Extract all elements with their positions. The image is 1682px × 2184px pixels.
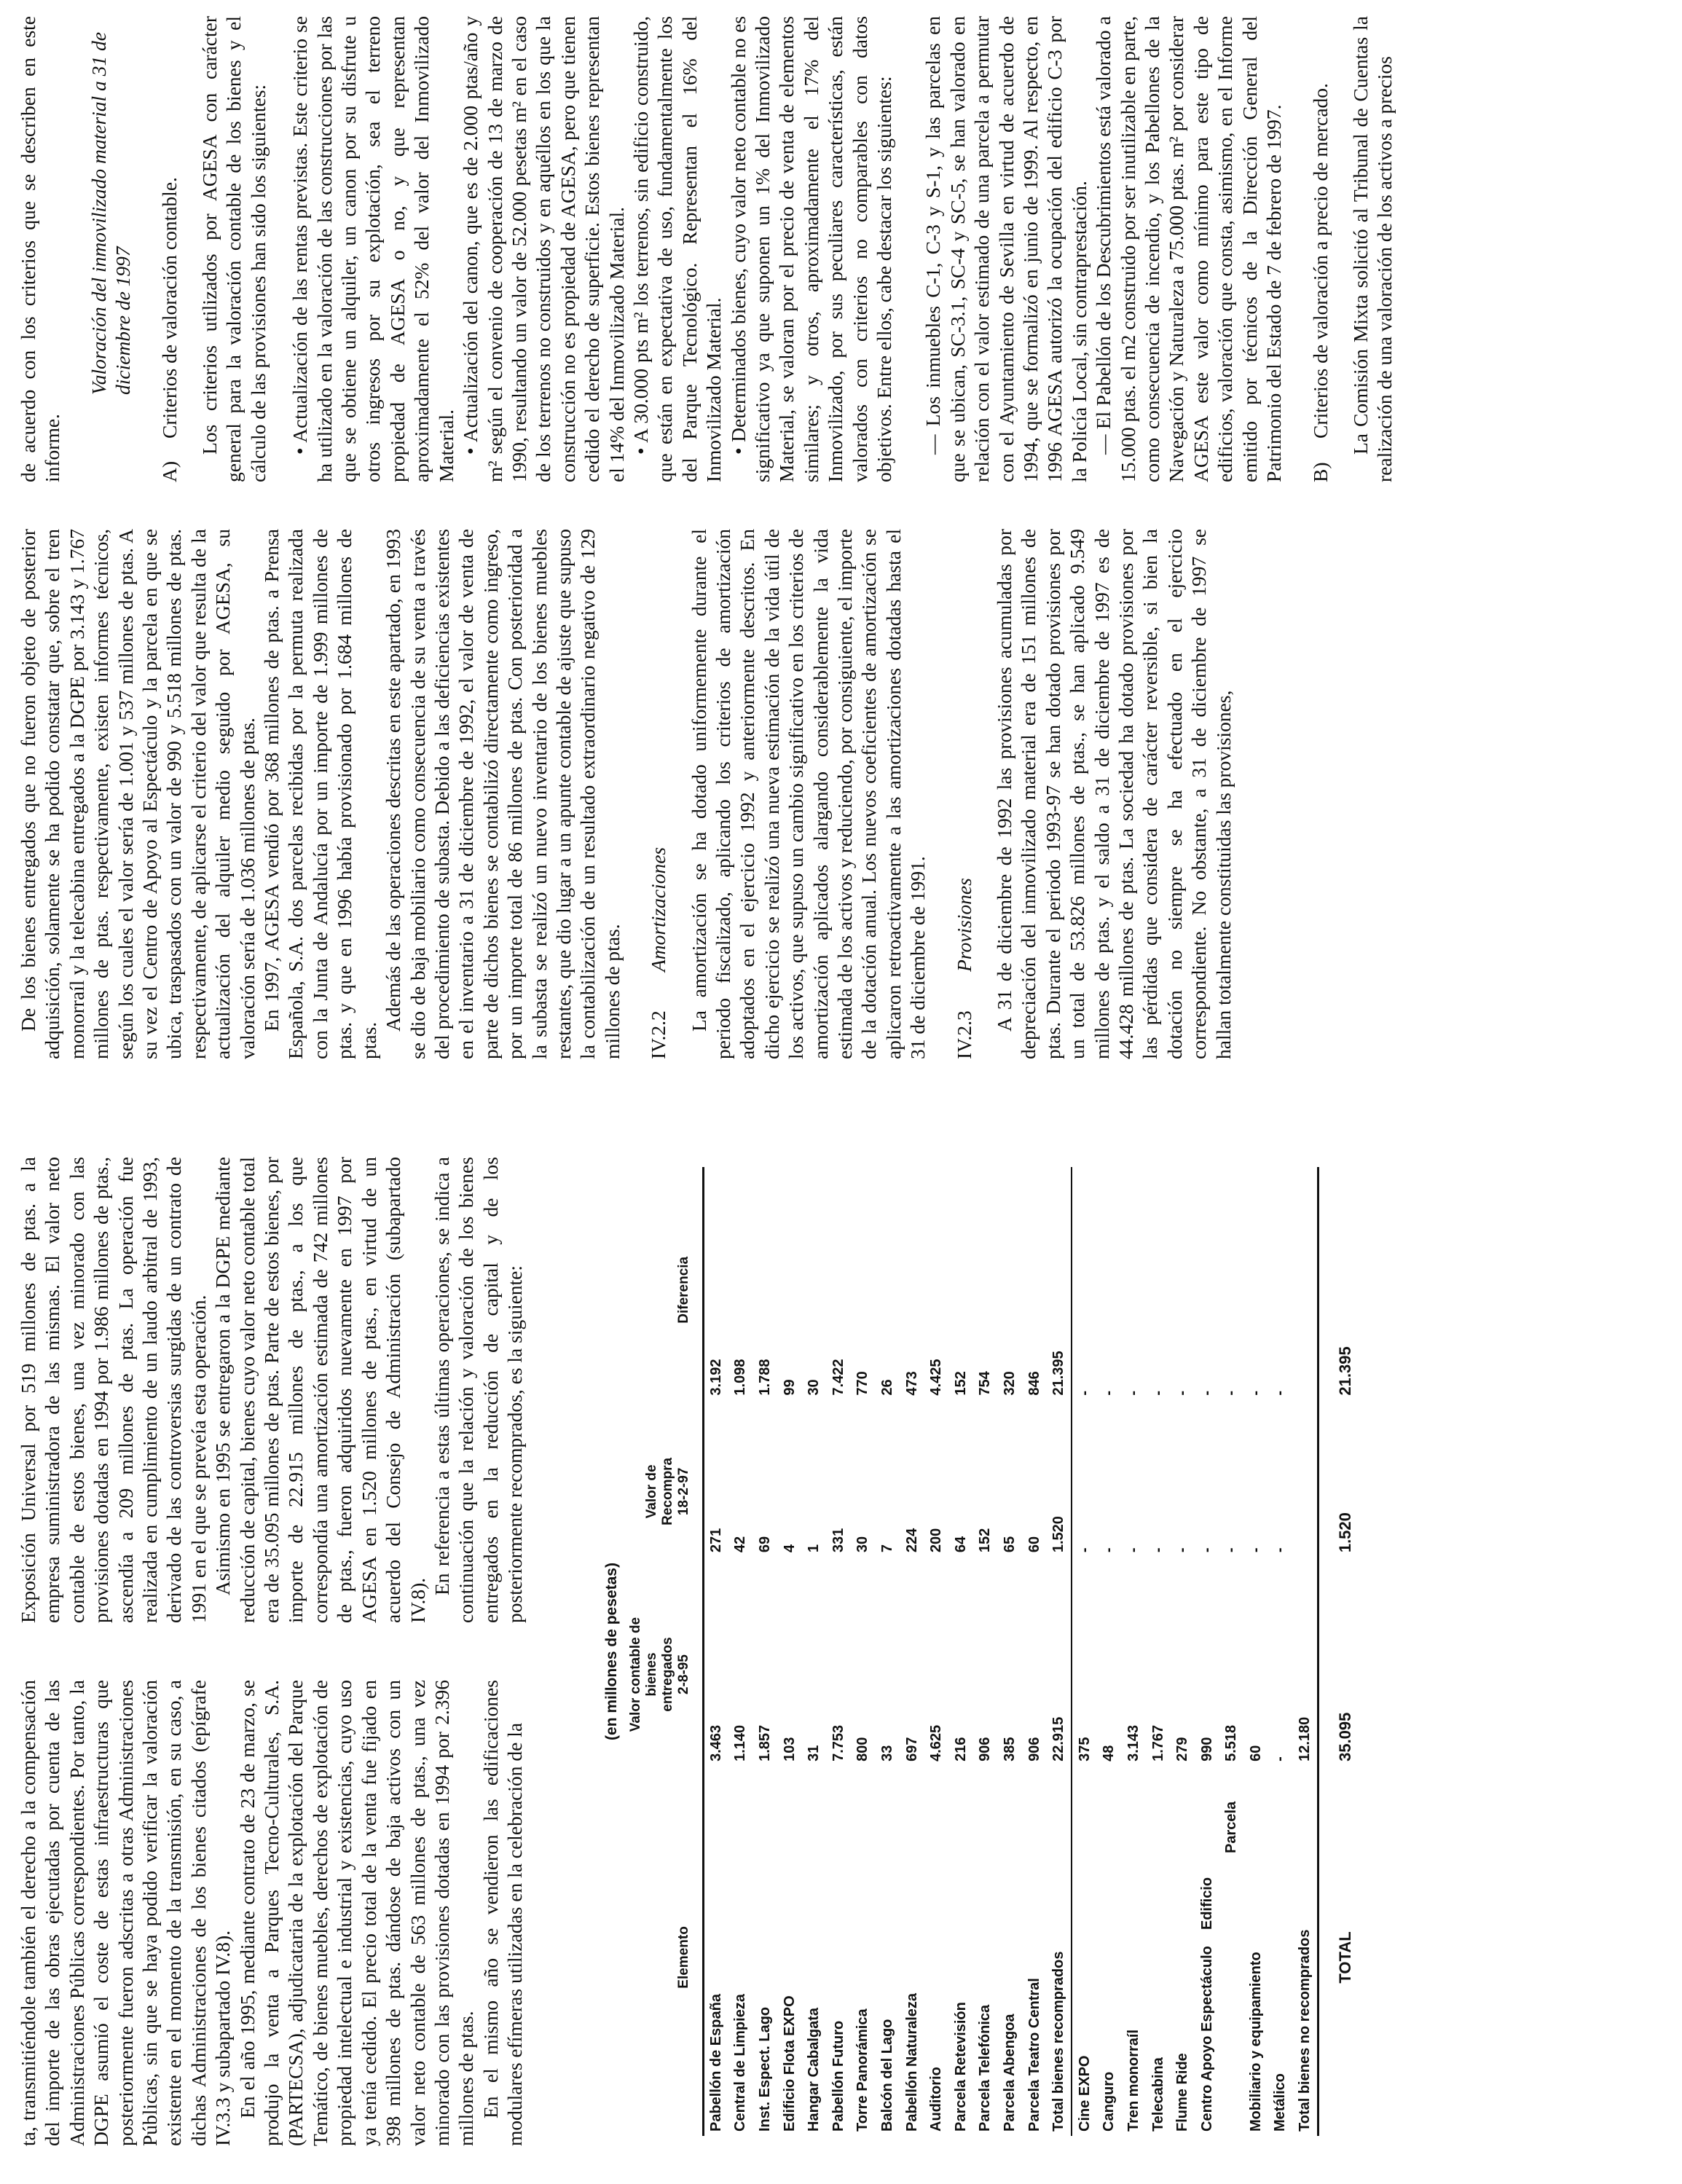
right-column bbox=[0, 9, 1682, 490]
cell-difference: - bbox=[1072, 1167, 1097, 1413]
table-row bbox=[1072, 1167, 1097, 2136]
cell-difference: 473 bbox=[903, 1371, 920, 1396]
cell-book-value: 12.180 bbox=[1297, 1716, 1313, 1761]
subheading-b bbox=[1308, 16, 1332, 482]
table-row bbox=[753, 1167, 778, 2136]
dash-paragraph: — Los inmuebles C-1, C-3 y S-1, y las parcelas en que se ubican, SC-3.1, SC-4 y SC-5, se han valorado en relación con el valor estimado de una parcela a permutar con el Ayuntamiento de Sevilla en virtud de acuerdo de 1994, que se formalizó en junio de 1999. Al respecto, en 1996 AGESA autorizó la ocupación del edificio C-3 por la Policía Local, sin contraprestación. bbox=[921, 16, 1090, 482]
section-title: Valoración del inmovilizado material a 31 de diciembre de 1997 bbox=[87, 31, 135, 395]
paragraph: ta, transmitiéndole también el derecho a la compensación del importe de las obras ejecutadas por cuenta de las Administraciones Públicas correspondientes. Por tanto, la DGPE asumió el coste de estas infraestructuras que posteriormente fueron adscritas a otras Administraciones Públicas, sin que se haya podido verificar la valoración existente en el momento de la transmisión, en su caso, a dichas Administraciones de los bienes citados (epígrafe IV.3.3 y subapartado IV.8). bbox=[17, 1680, 235, 2146]
table-row bbox=[703, 1167, 728, 2136]
cell-book-value: 31 bbox=[806, 1745, 822, 1761]
cell-repurchase: 65 bbox=[1001, 1536, 1018, 1553]
cell-repurchase: - bbox=[1174, 1547, 1191, 1553]
table-row bbox=[777, 1167, 802, 2136]
paragraph: Exposición Universal por 519 millones de ptas. a la empresa suministradora de las mismas. El valor neto contable de estos bienes, una vez minorado con las provisiones dotadas en 1994 por 1.986 millones de ptas., ascendía a 209 millones de ptas. La operación fue realizada en cumplimiento de un laudo arbitral de 1993, derivado de las controversias surgidas de un contrato de 1991 en el que se preveía esta operación. bbox=[17, 1157, 210, 1623]
element-name: Metálico bbox=[1272, 2073, 1289, 2132]
cell-difference: 770 bbox=[854, 1371, 871, 1396]
paragraph: De los bienes entregados que no fueron objeto de posterior adquisición, solamente se ha podido constatar que, sobre el tren monorraíl y la telecabina entregados a la DGPE por 3.143 y 1.767 millones de ptas. respectivamente, existen informes técnicos, según los cuales el valor sería de 1.001 y 537 millones de ptas. A su vez el Centro de Apoyo al Espectáculo y la parcela en que se ubica, traspasados con un valor de 990 y 5.518 millones de ptas. respectivamente, de aplicarse el criterio del valor que resulta de la actualización del alquiler medio seguido por AGESA, su valoración sería de 1.036 millones de ptas. bbox=[17, 529, 259, 1059]
cell-book-value: 48 bbox=[1101, 1745, 1117, 1761]
table-row bbox=[802, 1167, 827, 2136]
cell-repurchase: - bbox=[1272, 1547, 1289, 1553]
cell-difference: - bbox=[1223, 1390, 1240, 1396]
header-difference: Diferencia bbox=[621, 1167, 704, 1413]
table-row bbox=[973, 1167, 998, 2136]
element-name: Parcela Teatro Central bbox=[1026, 1978, 1042, 2132]
cell-repurchase: 271 bbox=[707, 1528, 724, 1553]
cell-repurchase: 30 bbox=[854, 1536, 871, 1553]
cell-repurchase: - bbox=[1072, 1413, 1097, 1571]
cell-difference bbox=[1293, 1167, 1319, 1413]
cell-repurchase: - bbox=[1247, 1547, 1264, 1553]
paragraph: La Comisión Mixta solicitó al Tribunal de Cuentas la realización de una valoración de los activos a precios bbox=[1348, 16, 1396, 482]
cell-difference: - bbox=[1101, 1390, 1117, 1396]
element-name: Centro Apoyo Espectáculo bbox=[1198, 1946, 1215, 2132]
cell-repurchase: 69 bbox=[757, 1536, 774, 1553]
cell-repurchase: - bbox=[1198, 1547, 1215, 1553]
section-title: Amortizaciones bbox=[647, 847, 670, 972]
header-line: Recompra bbox=[659, 1457, 675, 1525]
cell-book-value: 3.463 bbox=[707, 1724, 724, 1761]
element-name: Pabellón de España bbox=[707, 1994, 724, 2132]
cell-element bbox=[924, 1779, 949, 2136]
cell-repurchase: 1.520 bbox=[1050, 1516, 1067, 1553]
cell-element bbox=[1195, 1779, 1219, 2136]
table-row bbox=[998, 1167, 1023, 2136]
subtotal-row bbox=[1047, 1167, 1072, 2136]
cell-difference: - bbox=[1125, 1390, 1141, 1396]
header-line: bienes bbox=[643, 1652, 659, 1697]
element-name: Total bienes no recomprados bbox=[1297, 1929, 1313, 2132]
cell-book-value: 5.518 bbox=[1223, 1724, 1240, 1761]
cell-book-value: 3.143 bbox=[1125, 1724, 1141, 1761]
cell-element bbox=[802, 1779, 827, 2136]
cell-book-value: 103 bbox=[781, 1737, 798, 1761]
element-name: Tren monorraíl bbox=[1125, 2029, 1141, 2132]
element-name: Total bienes recomprados bbox=[1050, 1951, 1067, 2132]
bullet-paragraph: • Actualización de las rentas previstas. Este criterio se ha utilizado en la valoración de las construcciones por las que se obtiene un alquiler, un canon por su disfrute u otros ingresos por su explotación, sea el terreno propiedad de AGESA o no, y que representan aproximadamente el 52% del valor del Inmovilizado Material. bbox=[288, 16, 457, 482]
cell-difference: 320 bbox=[1001, 1371, 1018, 1396]
section-heading-amortizaciones bbox=[646, 529, 670, 1059]
header-line: Valor de bbox=[643, 1464, 659, 1519]
subtotal-row bbox=[1293, 1167, 1319, 2136]
cell-difference: 4.425 bbox=[928, 1359, 945, 1396]
element-sublabel: Edificio bbox=[1198, 1877, 1215, 1930]
cell-book-value: 60 bbox=[1247, 1745, 1264, 1761]
cell-repurchase: - bbox=[1150, 1547, 1166, 1553]
header-line: 18-2-97 bbox=[675, 1467, 691, 1516]
cell-book-value: 1.767 bbox=[1150, 1724, 1166, 1761]
cell-repurchase: 224 bbox=[903, 1528, 920, 1553]
cell-book-value: 7.753 bbox=[830, 1724, 846, 1761]
table-row bbox=[827, 1167, 852, 2136]
cell-repurchase: 42 bbox=[732, 1536, 749, 1553]
table-row bbox=[1268, 1167, 1293, 2136]
cell-element bbox=[900, 1779, 924, 2136]
element-name: Parcela Abengoa bbox=[1001, 2014, 1018, 2132]
cell-element bbox=[1072, 1779, 1097, 2136]
cell-element bbox=[827, 1779, 852, 2136]
cell-repurchase: 64 bbox=[952, 1536, 969, 1553]
cell-book-value: 4.625 bbox=[928, 1724, 945, 1761]
cell-difference: 26 bbox=[879, 1379, 895, 1396]
section-number: IV.2.2 bbox=[647, 1010, 670, 1059]
cell-difference: 152 bbox=[952, 1371, 969, 1396]
cell-repurchase: 1.520 bbox=[1319, 1413, 1372, 1571]
cell-difference: 846 bbox=[1026, 1371, 1042, 1396]
section-heading-provisiones bbox=[952, 529, 976, 1059]
bullet-paragraph: • Actualización del canon, que es de 2.000 ptas/año y m² según el convenio de cooperación de 13 de marzo de 1990, resultando un valor de 52.000 pesetas m² en el caso de los terrenos no construidos y en aquéllos en los que la construcción no es propiedad de AGESA, pero que tienen cedido el derecho de superficie. Estos bienes representan el 14% del Inmovilizado Material. bbox=[459, 16, 628, 482]
element-name: Flume Ride bbox=[1174, 2053, 1191, 2132]
subheading-title: Criterios de valoración a precio de mercado. bbox=[1308, 83, 1332, 439]
element-name: Mobiliario y equipamiento bbox=[1247, 1952, 1264, 2132]
cell-book-value: 1.140 bbox=[732, 1724, 749, 1761]
cell-repurchase: 7 bbox=[879, 1544, 895, 1553]
paragraph: En el mismo año se vendieron las edificaciones modulares efímeras utilizadas en la celebración de la bbox=[479, 1680, 527, 2146]
table-row bbox=[1122, 1167, 1147, 2136]
cell-element bbox=[703, 1779, 728, 2136]
table-row bbox=[948, 1167, 973, 2136]
header-repurchase bbox=[621, 1413, 704, 1571]
element-name: TOTAL bbox=[1336, 1931, 1355, 1984]
bullet-paragraph: • A 30.000 pts m² los terrenos, sin edificio construido, que están en expectativa de uso, fundamentalmente los del Parque Tecnológico. Representan el 16% del Inmovilizado Material. bbox=[629, 16, 726, 482]
cell-element bbox=[973, 1779, 998, 2136]
cell-element bbox=[1171, 1779, 1195, 2136]
table-row bbox=[851, 1167, 876, 2136]
table-row bbox=[728, 1167, 753, 2136]
cell-element bbox=[753, 1779, 778, 2136]
header-line: 2-8-95 bbox=[675, 1654, 691, 1694]
paragraph: La amortización se ha dotado uniformemente durante el periodo fiscalizado, aplicando los criterios de amortización adoptados en el ejercicio 1992 y anteriormente descritos. En dicho ejercicio se realizó una nueva estimación de la vida útil de los activos, que supuso un cambio significativo en los criterios de amortización aplicados alargando considerablemente la vida estimada de los activos y reduciendo, por consiguiente, el importe de la dotación anual. Los nuevos coeficientes de amortización se aplicaron retroactivamente a las amortizaciones dotadas hasta el 31 de diciembre de 1991. bbox=[687, 529, 930, 1059]
element-name: Cine EXPO bbox=[1076, 2055, 1093, 2132]
cell-element bbox=[1268, 1779, 1293, 2136]
cell-book-value: 375 bbox=[1072, 1570, 1097, 1779]
bullet-paragraph: • Determinados bienes, cuyo valor neto contable no es significativo ya que suponen un 1% del Inmovilizado Material, se valoran por el precio de venta de elementos similares; y otros, aproximadamente el 17% del Inmovilizado, por sus peculiares características, están valorados con criterios no comparables con datos objetivos. Entre ellos, cabe destacar los siguientes: bbox=[726, 16, 895, 482]
section-title: Provisiones bbox=[952, 878, 975, 972]
dash-paragraph: — El Pabellón de los Descubrimientos está valorado a 15.000 ptas. el m2 construido por ser inutilizable en parte, como consecuencia de incendio, y los Pabellones de la Navegación y Naturaleza a 75.000 ptas. m² por considerar AGESA este valor como mínimo para este tipo de edificios, valoración que consta, asimismo, en el Informe emitido por técnicos de la Dirección General del Patrimonio del Estado de 7 de febrero de 1997. bbox=[1092, 16, 1286, 482]
cell-book-value: 990 bbox=[1198, 1737, 1215, 1761]
table-header-row bbox=[621, 1167, 704, 2136]
cell-difference: 30 bbox=[806, 1379, 822, 1396]
table-row bbox=[1146, 1167, 1171, 2136]
cell-difference: 3.192 bbox=[707, 1359, 724, 1396]
text-column-a bbox=[16, 1680, 527, 2146]
table-row bbox=[876, 1167, 900, 2136]
element-name: Hangar Cabalgata bbox=[806, 2007, 822, 2132]
paragraph: En 1997, AGESA vendió por 368 millones de ptas. a Prensa Española, S.A. dos parcelas recibidas por la permuta realizada con la Junta de Andalucía por un importe de 1.999 millones de ptas. y que en 1996 había provisionado por 1.684 millones de ptas. bbox=[260, 529, 380, 1059]
element-name: Torre Panorámica bbox=[854, 2008, 871, 2132]
cell-book-value: 33 bbox=[879, 1745, 895, 1761]
cell-element bbox=[851, 1779, 876, 2136]
cell-element bbox=[1146, 1779, 1171, 2136]
element-name: Pabellón Naturaleza bbox=[903, 1992, 920, 2132]
cell-book-value: 906 bbox=[1026, 1737, 1042, 1761]
cell-book-value: 697 bbox=[903, 1737, 920, 1761]
left-block bbox=[0, 1106, 1682, 2184]
cell-repurchase: 152 bbox=[977, 1528, 994, 1553]
cell-repurchase: 200 bbox=[928, 1528, 945, 1553]
cell-repurchase: 331 bbox=[830, 1528, 846, 1553]
element-name: Central de Limpieza bbox=[732, 1994, 749, 2132]
total-row bbox=[1319, 1167, 1372, 2136]
table-row bbox=[1244, 1167, 1269, 2136]
table-row bbox=[1219, 1167, 1244, 2136]
cell-element bbox=[998, 1779, 1023, 2136]
element-name: Parcela Retevisión bbox=[952, 2002, 969, 2132]
left-text-columns bbox=[16, 1157, 527, 2146]
element-name: Parcela Telefónica bbox=[977, 2004, 994, 2132]
cell-element bbox=[876, 1779, 900, 2136]
table-body bbox=[703, 1167, 1372, 2136]
header-line: entregados bbox=[659, 1637, 675, 1712]
cell-element bbox=[1122, 1779, 1147, 2136]
paragraph: En referencia a estas últimas operaciones, se indica a continuación que la relación y valoración de los bienes entregados en la reducción de capital y de los posteriormente recomprados, es la siguiente: bbox=[430, 1157, 527, 1623]
table-row bbox=[1195, 1167, 1219, 2136]
element-name: Auditorio bbox=[928, 2067, 945, 2132]
middle-column bbox=[0, 522, 1682, 1068]
paragraph: Los criterios utilizados por AGESA con carácter general para la valoración contable de los bienes y el cálculo de las provisiones han sido los siguientes: bbox=[198, 16, 270, 482]
cell-element bbox=[1319, 1779, 1372, 2136]
header-line: Valor contable de bbox=[627, 1617, 643, 1732]
cell-difference: 754 bbox=[977, 1371, 994, 1396]
cell-repurchase: - bbox=[1223, 1547, 1240, 1553]
cell-book-value: 279 bbox=[1174, 1737, 1191, 1761]
subheading-label: B) bbox=[1308, 462, 1332, 482]
section-number bbox=[87, 395, 111, 482]
table-row bbox=[1022, 1167, 1047, 2136]
header-book-value bbox=[621, 1570, 704, 1779]
element-name: Pabellón Futuro bbox=[830, 2020, 846, 2132]
cell-element bbox=[1047, 1779, 1072, 2136]
assets-table bbox=[621, 1167, 1372, 2136]
table-units-caption: (en millones de pesetas) bbox=[602, 1563, 620, 1740]
cell-element bbox=[728, 1779, 753, 2136]
section-heading-valoracion bbox=[87, 16, 135, 482]
cell-repurchase: 60 bbox=[1026, 1536, 1042, 1553]
cell-difference: - bbox=[1198, 1390, 1215, 1396]
paragraph: En el año 1995, mediante contrato de 23 de marzo, se produjo la venta a Parques Tecno-Culturales, S.A. (PARTECSA), adjudicataria de la explotación del Parque Temático, de bienes muebles, derechos de explotación de propiedad intelectual e industrial y existencias, cuyo uso ya tenía cedido. El precio total de la venta fue fijado en 398 millones de ptas. dándose de baja activos con un valor neto contable de 563 millones de ptas., una vez minorado con las provisiones dotadas en 1994 por 2.396 millones de ptas. bbox=[235, 1680, 478, 2146]
paragraph: Además de las operaciones descritas en este apartado, en 1993 se dio de baja mobiliario como consecuencia de su venta a través del procedimiento de subasta. Debido a las deficiencias existentes en el inventario a 31 de diciembre de 1992, el valor de venta de parte de dichos bienes se contabilizó directamente como ingreso, por un importe total de 86 millones de ptas. Con posterioridad a la subasta se realizó un nuevo inventario de los bienes muebles restantes, que dio lugar a un apunte contable de ajuste que supuso la contabilización de un resultado extraordinario negativo de 129 millones de ptas. bbox=[382, 529, 624, 1059]
cell-book-value: 385 bbox=[1001, 1737, 1018, 1761]
table-row bbox=[900, 1167, 924, 2136]
paragraph: A 31 de diciembre de 1992 las provisiones acumuladas por depreciación del inmovilizado material era de 151 millones de ptas. Durante el periodo 1993-97 se han dotado provisiones por un total de 53.826 millones de ptas., se han aplicado 9.549 millones de ptas. y el saldo a 31 de diciembre de 1997 es de 44.428 millones de ptas. La sociedad ha dotado provisiones por las pérdidas que considera de carácter reversible, si bien la dotación no siempre se ha efectuado en el ejercicio correspondiente. No obstante, a 31 de diciembre de 1997 se hallan totalmente constituidas las provisiones, bbox=[993, 529, 1235, 1059]
cell-difference: - bbox=[1150, 1390, 1166, 1396]
element-name: Canguro bbox=[1101, 2071, 1117, 2132]
cell-difference: 1.098 bbox=[732, 1359, 749, 1396]
cell-repurchase: 4 bbox=[781, 1544, 798, 1553]
paragraph: de acuerdo con los criterios que se describen en este informe. bbox=[17, 16, 64, 482]
cell-difference: 21.395 bbox=[1050, 1351, 1067, 1396]
cell-repurchase: 1 bbox=[806, 1544, 822, 1553]
paragraph: Asimismo en 1995 se entregaron a la DGPE mediante reducción de capital, bienes cuyo valor neto contable total era de 35.095 millones de ptas. Parte de estos bienes, por importe de 22.915 millones de ptas., a los que correspondía una amortización estimada de 742 millones de ptas., fueron adquiridos nuevamente en 1997 por AGESA en 1.520 millones de ptas., en virtud de un acuerdo del Consejo de Administración (subapartado IV.8). bbox=[211, 1157, 429, 1623]
cell-book-value: 22.915 bbox=[1050, 1716, 1067, 1761]
cell-element bbox=[1097, 1779, 1122, 2136]
cell-element bbox=[1022, 1779, 1047, 2136]
header-element: Elemento bbox=[621, 1779, 704, 2136]
subheading-a bbox=[157, 16, 181, 482]
cell-element bbox=[1219, 1779, 1244, 2136]
cell-element bbox=[1244, 1779, 1269, 2136]
table-row bbox=[1171, 1167, 1195, 2136]
element-name: Edificio Flota EXPO bbox=[781, 1995, 798, 2132]
cell-difference: 21.395 bbox=[1319, 1167, 1372, 1413]
cell-repurchase: - bbox=[1101, 1547, 1117, 1553]
cell-book-value: 1.857 bbox=[757, 1724, 774, 1761]
section-number: IV.2.3 bbox=[952, 1010, 975, 1059]
cell-difference: 99 bbox=[781, 1379, 798, 1396]
cell-book-value: 800 bbox=[854, 1737, 871, 1761]
table-row bbox=[1097, 1167, 1122, 2136]
subheading-title: Criterios de valoración contable. bbox=[157, 177, 181, 439]
subheading-label: A) bbox=[157, 460, 181, 482]
element-name: Inst. Espect. Lago bbox=[757, 2006, 774, 2132]
cell-element bbox=[1293, 1779, 1319, 2136]
cell-book-value: - bbox=[1272, 1756, 1289, 1761]
element-sublabel: Parcela bbox=[1223, 1801, 1240, 1853]
cell-book-value: 35.095 bbox=[1319, 1570, 1372, 1779]
cell-book-value: 906 bbox=[977, 1737, 994, 1761]
cell-book-value: 216 bbox=[952, 1737, 969, 1761]
table-row bbox=[924, 1167, 949, 2136]
cell-difference: - bbox=[1174, 1390, 1191, 1396]
cell-difference: - bbox=[1272, 1390, 1289, 1396]
element-name: Telecabina bbox=[1150, 2057, 1166, 2132]
text-column-b bbox=[16, 1157, 527, 1623]
cell-difference: 7.422 bbox=[830, 1359, 846, 1396]
cell-difference: 1.788 bbox=[757, 1359, 774, 1396]
cell-element bbox=[948, 1779, 973, 2136]
element-name: Balcón del Lago bbox=[879, 2019, 895, 2132]
cell-difference: - bbox=[1247, 1390, 1264, 1396]
cell-element bbox=[777, 1779, 802, 2136]
cell-repurchase: - bbox=[1125, 1547, 1141, 1553]
cell-repurchase bbox=[1293, 1413, 1319, 1571]
